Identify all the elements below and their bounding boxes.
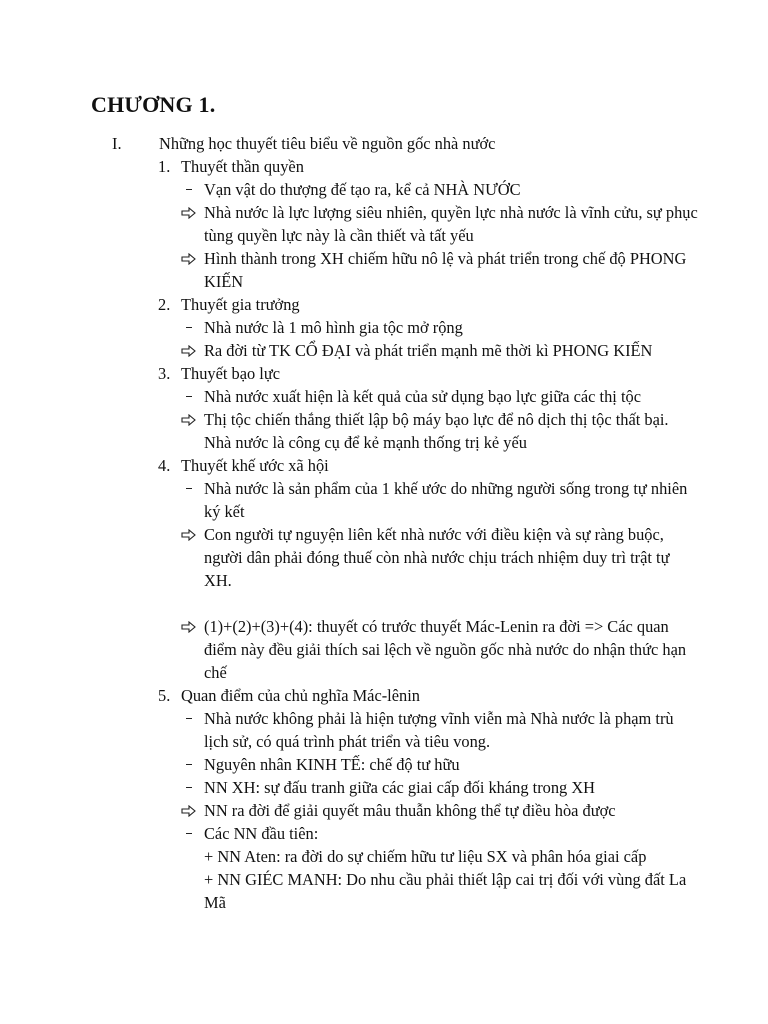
sub-line: + NN Aten: ra đời do sự chiếm hữu tư liệu SX và phân hóa giai cấp bbox=[204, 847, 647, 866]
dash-bullet-item bbox=[0, 753, 768, 776]
item-label: Thuyết thần quyền bbox=[181, 157, 304, 176]
item-label: Quan điểm của chủ nghĩa Mác-lênin bbox=[181, 686, 420, 705]
arrow-bullet-item bbox=[0, 247, 768, 293]
section-heading bbox=[0, 132, 768, 155]
bullet-text: Nguyên nhân KINH TẾ: chế độ tư hữu bbox=[204, 755, 460, 774]
dash-icon bbox=[179, 385, 199, 408]
right-arrow-icon bbox=[179, 615, 199, 638]
theory-item-heading bbox=[0, 293, 768, 316]
dash-bullet-item bbox=[0, 316, 768, 339]
blank-line bbox=[0, 592, 768, 615]
bullet-text: Nhà nước là 1 mô hình gia tộc mở rộng bbox=[204, 318, 463, 337]
dash-icon bbox=[179, 707, 199, 730]
right-arrow-icon bbox=[179, 201, 199, 224]
document-body bbox=[0, 132, 768, 914]
dash-icon bbox=[179, 477, 199, 500]
theory-item-heading bbox=[0, 454, 768, 477]
bullet-text: Ra đời từ TK CỔ ĐẠI và phát triển mạnh mẽ thời kì PHONG KIẾN bbox=[204, 341, 653, 360]
right-arrow-icon bbox=[179, 339, 199, 362]
theory-item-heading bbox=[0, 362, 768, 385]
dash-icon bbox=[179, 753, 199, 776]
dash-icon bbox=[179, 178, 199, 201]
section-title: Những học thuyết tiêu biểu về nguồn gốc nhà nước bbox=[159, 134, 496, 153]
theory-list bbox=[0, 155, 768, 914]
bullet-text: Vạn vật do thượng đế tạo ra, kể cả NHÀ NƯỚC bbox=[204, 180, 521, 199]
dash-icon bbox=[179, 822, 199, 845]
theory-item-heading bbox=[0, 684, 768, 707]
bullet-text: NN XH: sự đấu tranh giữa các giai cấp đối kháng trong XH bbox=[204, 778, 596, 797]
item-label: Thuyết khế ước xã hội bbox=[181, 456, 329, 475]
right-arrow-icon bbox=[179, 247, 199, 270]
dash-bullet-item bbox=[0, 776, 768, 799]
bullet-text: (1)+(2)+(3)+(4): thuyết có trước thuyết Mác-Lenin ra đời => Các quan điểm này đều giải thích sai lệch về nguồn gốc nhà nước do nhận thức hạn chế bbox=[204, 617, 687, 682]
right-arrow-icon bbox=[179, 799, 199, 822]
item-number: 1. bbox=[158, 157, 171, 176]
arrow-bullet-item bbox=[0, 408, 768, 454]
arrow-bullet-item bbox=[0, 799, 768, 822]
theory-item-heading bbox=[0, 155, 768, 178]
bullet-text: Các NN đầu tiên: bbox=[204, 824, 319, 843]
dash-bullet-item bbox=[0, 822, 768, 845]
bullet-text: Con người tự nguyện liên kết nhà nước với điều kiện và sự ràng buộc, người dân phải đóng thuế còn nhà nước chịu trách nhiệm duy trì trật tự XH. bbox=[204, 525, 670, 590]
item-label: Thuyết bạo lực bbox=[181, 364, 281, 383]
item-label: Thuyết gia trưởng bbox=[181, 295, 300, 314]
dash-icon bbox=[179, 316, 199, 339]
bullet-text: Nhà nước xuất hiện là kết quả của sử dụng bạo lực giữa các thị tộc bbox=[204, 387, 641, 406]
bullet-text: Nhà nước không phải là hiện tượng vĩnh viễn mà Nhà nước là phạm trù lịch sử, có quá trình phát triển và tiêu vong. bbox=[204, 709, 674, 751]
arrow-bullet-item bbox=[0, 615, 768, 684]
right-arrow-icon bbox=[179, 523, 199, 546]
item-number: 3. bbox=[158, 364, 171, 383]
right-arrow-icon bbox=[179, 408, 199, 431]
item-number: 5. bbox=[158, 686, 171, 705]
arrow-bullet-item bbox=[0, 523, 768, 592]
bullet-text: Nhà nước là lực lượng siêu nhiên, quyền lực nhà nước là vĩnh cửu, sự phục tùng quyền lực này là cần thiết và tất yếu bbox=[204, 203, 698, 245]
bullet-text: Thị tộc chiến thắng thiết lập bộ máy bạo lực để nô dịch thị tộc thất bại. Nhà nước là công cụ để kẻ mạnh thống trị kẻ yếu bbox=[204, 410, 669, 452]
item-number: 2. bbox=[158, 295, 171, 314]
arrow-bullet-item bbox=[0, 201, 768, 247]
dash-bullet-item bbox=[0, 707, 768, 753]
item-number: 4. bbox=[158, 456, 171, 475]
arrow-bullet-item bbox=[0, 339, 768, 362]
section-number: I. bbox=[112, 134, 122, 153]
chapter-title: CHƯƠNG 1. bbox=[91, 92, 216, 117]
dash-icon bbox=[179, 776, 199, 799]
dash-bullet-item bbox=[0, 385, 768, 408]
sub-line: + NN GIÉC MANH: Do nhu cầu phải thiết lập cai trị đối với vùng đất La Mã bbox=[204, 870, 687, 912]
bullet-text: NN ra đời để giải quyết mâu thuẫn không thể tự điều hòa được bbox=[204, 801, 616, 820]
bullet-text: Nhà nước là sản phẩm của 1 khế ước do những người sống trong tự nhiên ký kết bbox=[204, 479, 688, 521]
dash-bullet-item bbox=[0, 178, 768, 201]
bullet-text: Hình thành trong XH chiếm hữu nô lệ và phát triển trong chế độ PHONG KIẾN bbox=[204, 249, 687, 291]
dash-bullet-item bbox=[0, 477, 768, 523]
